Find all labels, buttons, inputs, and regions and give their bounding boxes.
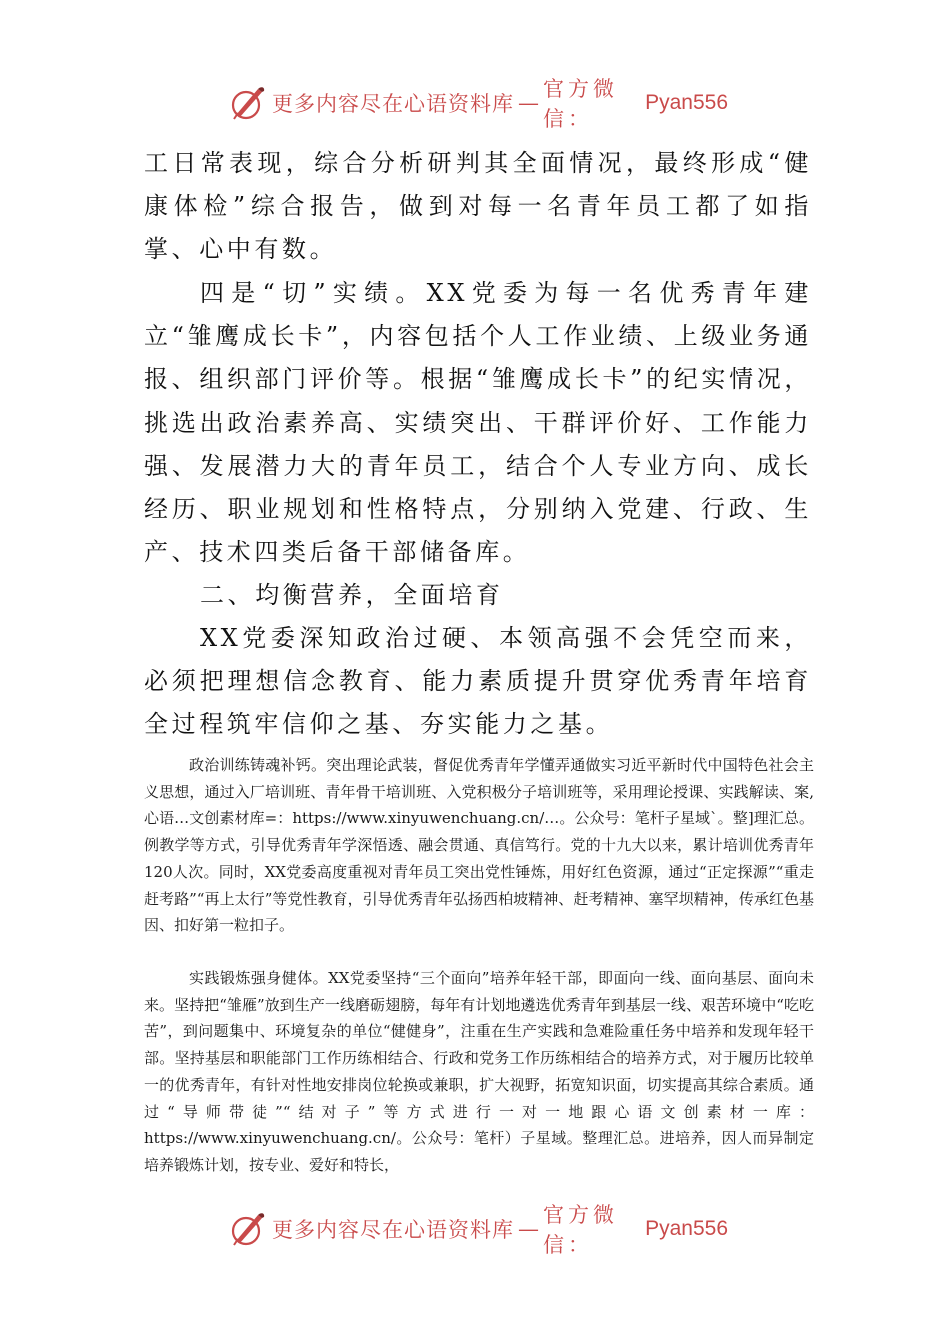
banner-separator: —: [518, 1217, 539, 1241]
paragraph-practice-training: 实践锻炼强身健体。XX党委坚持“三个面向”培养年轻干部，即面向一线、面向基层、面向未来。坚持把“雏雁”放到生产一线磨砺翅膀，每年有计划地遴选优秀青年到基层一线、艰苦环境中“吃吃苦”，到问题集中、环境复杂的单位“健健身”，注重在生产实践和急难险重任务中培养和发现年轻干部。坚持基层和职能部门工作历练相结合、行政和党务工作历练相结合的培养方式，对于履历比较单一的优秀青年，有针对性地安排岗位轮换或兼职，扩大视野，拓宽知识面，切实提高其综合素质。通过“导师带徒”“结对子”等方式进行一对一地跟心语文创素材一库：https://www.xinyuwenchuang.cn/。公众号：笔杆）子星域。整理汇总。进培养，因人而异制定培养锻炼计划，按专业、爱好和特长，: [144, 969, 814, 1174]
banner-wechat-id: Pyan556: [645, 1217, 728, 1240]
paragraph-achievements: 四是“切”实绩。XX党委为每一名优秀青年建立“雏鹰成长卡”，内容包括个人工作业绩、上级业务通报、组织部门评价等。根据“雏鹰成长卡”的纪实情况，挑选出政治素养高、实绩突出、干群评价好、工作能力强、发展潜力大的青年员工，结合个人专业方向、成长经历、职业规划和性格特点，分别纳入党建、行政、生产、技术四类后备干部储备库。: [144, 279, 812, 567]
paragraph-political-training: 政治训练铸魂补钙。突出理论武装，督促优秀青年学懂弄通做实习近平新时代中国特色社会主义思想，通过入厂培训班、青年骨干培训班、入党积极分子培训班等，采用理论授课、实践解读、案,心语…文创素材库=：https://www.xinyuwenchuang.cn/…。公众号：笔杆子星域`。整]理汇总。例教学等方式，引导优秀青年学深悟透、融会贯通、真信笃行。党的十九大以来，累计培训优秀青年120人次。同时，XX党委高度重视对青年员工突出党性锤炼，用好红色资源，通过“正定探源”“重走赶考路”“再上太行”等党性教育，引导优秀青年弘扬西柏坡精神、赶考精神、塞罕坝精神，传承红色基因、扣好第一粒扣子。: [144, 756, 814, 935]
footer-banner: [228, 1203, 728, 1257]
paragraph-section-intro: XX党委深知政治过硬、本领高强不会凭空而来，必须把理想信念教育、能力素质提升贯穿优秀青年培育全过程筑牢信仰之基、夯实能力之基。: [144, 624, 812, 739]
banner-wechat-label: 官方微信：: [543, 77, 618, 131]
quill-pen-logo-icon: [228, 1209, 268, 1249]
banner-separator: —: [518, 91, 539, 115]
quill-pen-logo-icon: [228, 83, 268, 123]
section-heading-2: 二、均衡营养，全面培育: [200, 581, 504, 609]
banner-text: 更多内容尽在心语资料库: [272, 92, 514, 116]
banner-text: 更多内容尽在心语资料库: [272, 1218, 514, 1242]
banner-wechat-id: Pyan556: [645, 91, 728, 114]
header-banner: [228, 77, 728, 131]
banner-wechat-label: 官方微信：: [543, 1203, 618, 1257]
paragraph-health-report: 工日常表现，综合分析研判其全面情况，最终形成“健康体检”综合报告，做到对每一名青年员工都了如指掌、心中有数。: [144, 149, 812, 264]
